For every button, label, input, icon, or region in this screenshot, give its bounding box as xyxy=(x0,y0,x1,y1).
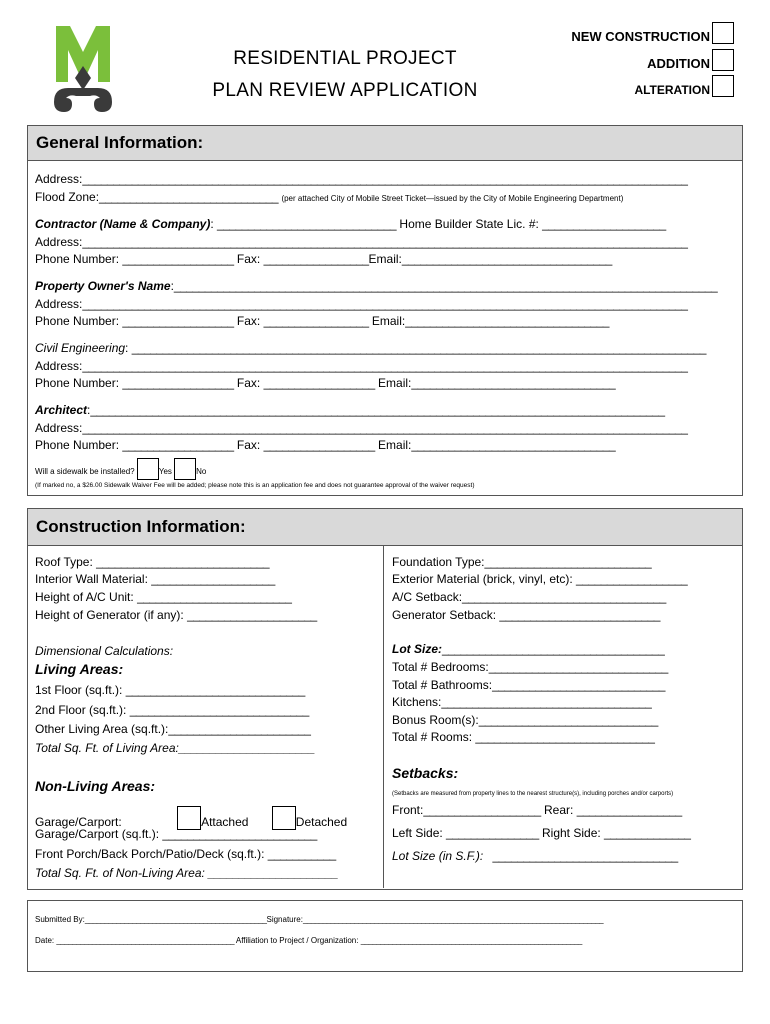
setbacks-note: (Setbacks are measured from property lines to the nearest structure(s), including porches and/or carports) xyxy=(392,791,674,797)
sidewalk-yes-checkbox[interactable] xyxy=(137,458,159,480)
general-information-heading: General Information: xyxy=(28,126,742,161)
alteration-checkbox[interactable] xyxy=(712,75,734,97)
interior-wall-field[interactable]: Interior Wall Material: ____________________ xyxy=(35,572,275,586)
porch-field[interactable]: Front Porch/Back Porch/Patio/Deck (sq.ft.): ___________ xyxy=(35,847,336,861)
contractor-contact-field[interactable]: Phone Number: __________________ Fax: _________________Email:__________________________________ xyxy=(35,252,612,266)
new-construction-checkbox[interactable] xyxy=(712,22,734,44)
architect-address-field[interactable]: Address:__________________________________________________________________________________________________ xyxy=(35,421,688,435)
owner-contact-field[interactable]: Phone Number: __________________ Fax: _________________ Email:_________________________________ xyxy=(35,314,609,328)
sidewalk-no-checkbox[interactable] xyxy=(174,458,196,480)
flood-zone-note: (per attached City of Mobile Street Ticket—issued by the City of Mobile Engineering Department) xyxy=(281,194,624,203)
submitted-by-field[interactable]: Submitted By:______________________________________________Signature:____________________________________________________________________________ xyxy=(35,915,604,924)
general-address-field[interactable]: Address:__________________________________________________________________________________________________ xyxy=(35,172,688,186)
generator-height-field[interactable]: Height of Generator (if any): _____________________ xyxy=(35,608,317,622)
total-nonliving-field[interactable]: Total Sq. Ft. of Non-Living Area: _____________________ xyxy=(35,866,338,880)
total-rooms-field[interactable]: Total # Rooms: _____________________________ xyxy=(392,730,655,744)
owner-address-field[interactable]: Address:__________________________________________________________________________________________________ xyxy=(35,297,688,311)
dimensional-calculations-label: Dimensional Calculations: xyxy=(35,644,174,658)
addition-option[interactable] xyxy=(647,48,734,71)
owner-name-field[interactable]: Property Owner's Name:________________________________________________________________________________________ xyxy=(35,279,718,293)
civil-engineering-field[interactable]: Civil Engineering: _____________________________________________________________________________________________ xyxy=(35,341,706,355)
ac-height-field[interactable]: Height of A/C Unit: _________________________ xyxy=(35,590,292,604)
garage-carport-option: Garage/Carport: Attached Detached xyxy=(35,806,347,830)
addition-label: ADDITION xyxy=(647,56,710,71)
construction-divider xyxy=(383,545,384,888)
flood-zone-field[interactable]: Flood Zone:_____________________________ (per attached City of Mobile Street Ticket—issued by the City of Mobile Engineering Department) xyxy=(35,190,624,204)
architect-contact-field[interactable]: Phone Number: __________________ Fax: __________________ Email:_________________________________ xyxy=(35,438,616,452)
side-setback-field[interactable]: Left Side: _______________ Right Side: ______________ xyxy=(392,826,691,840)
new-construction-label: NEW CONSTRUCTION xyxy=(571,29,710,44)
non-living-areas-heading: Non-Living Areas: xyxy=(35,778,156,794)
foundation-type-field[interactable]: Foundation Type:___________________________ xyxy=(392,555,652,569)
bedrooms-field[interactable]: Total # Bedrooms:_____________________________ xyxy=(392,660,668,674)
front-rear-setback-field[interactable]: Front:___________________ Rear: _________________ xyxy=(392,803,682,817)
generator-setback-field[interactable]: Generator Setback: __________________________ xyxy=(392,608,660,622)
roof-type-field[interactable]: Roof Type: ____________________________ xyxy=(35,555,270,569)
living-areas-heading: Living Areas: xyxy=(35,661,124,677)
contractor-address-field[interactable]: Address:__________________________________________________________________________________________________ xyxy=(35,235,688,249)
bonus-room-field[interactable]: Bonus Room(s):_____________________________ xyxy=(392,713,658,727)
civil-address-field[interactable]: Address:__________________________________________________________________________________________________ xyxy=(35,359,688,373)
alteration-option[interactable] xyxy=(634,75,734,97)
city-logo xyxy=(50,22,116,114)
addition-checkbox[interactable] xyxy=(712,49,734,71)
sidewalk-note: (If marked no, a $26.00 Sidewalk Waiver Fee will be added; please note this is an application fee and does not guarantee approval of the waiver request) xyxy=(35,482,475,489)
civil-contact-field[interactable]: Phone Number: __________________ Fax: __________________ Email:_________________________________ xyxy=(35,376,616,390)
lot-size-field[interactable]: Lot Size:____________________________________ xyxy=(392,642,665,656)
total-living-field[interactable]: Total Sq. Ft. of Living Area:______________________ xyxy=(35,741,315,755)
other-living-field[interactable]: Other Living Area (sq.ft.):_______________________ xyxy=(35,722,311,736)
contractor-field[interactable]: Contractor (Name & Company): _____________________________ Home Builder State Lic. #: ____________________ xyxy=(35,217,666,231)
bathrooms-field[interactable]: Total # Bathrooms:____________________________ xyxy=(392,678,665,692)
new-construction-option[interactable] xyxy=(571,21,734,44)
first-floor-field[interactable]: 1st Floor (sq.ft.): _____________________________ xyxy=(35,683,305,697)
form-title-line1: RESIDENTIAL PROJECT xyxy=(233,48,457,69)
architect-field[interactable]: Architect:_____________________________________________________________________________________________ xyxy=(35,403,665,417)
construction-information-heading: Construction Information: xyxy=(28,509,742,546)
alteration-label: ALTERATION xyxy=(634,83,710,97)
setbacks-heading: Setbacks: xyxy=(392,765,459,781)
ac-setback-field[interactable]: A/C Setback:_________________________________ xyxy=(392,590,666,604)
sidewalk-question: Will a sidewalk be installed? Yes No xyxy=(35,458,206,480)
exterior-material-field[interactable]: Exterior Material (brick, vinyl, etc): __________________ xyxy=(392,572,688,586)
second-floor-field[interactable]: 2nd Floor (sq.ft.): _____________________________ xyxy=(35,703,309,717)
kitchens-field[interactable]: Kitchens:__________________________________ xyxy=(392,695,652,709)
form-title-line2: PLAN REVIEW APPLICATION xyxy=(212,80,478,101)
lot-size-sf-field[interactable]: Lot Size (in S.F.): ______________________________ xyxy=(392,849,678,863)
garage-sqft-field[interactable]: Garage/Carport (sq.ft.): _________________________ xyxy=(35,827,317,841)
date-affiliation-field[interactable]: Date: _____________________________________________ Affiliation to Project / Organization: ________________________________________________________ xyxy=(35,936,582,945)
